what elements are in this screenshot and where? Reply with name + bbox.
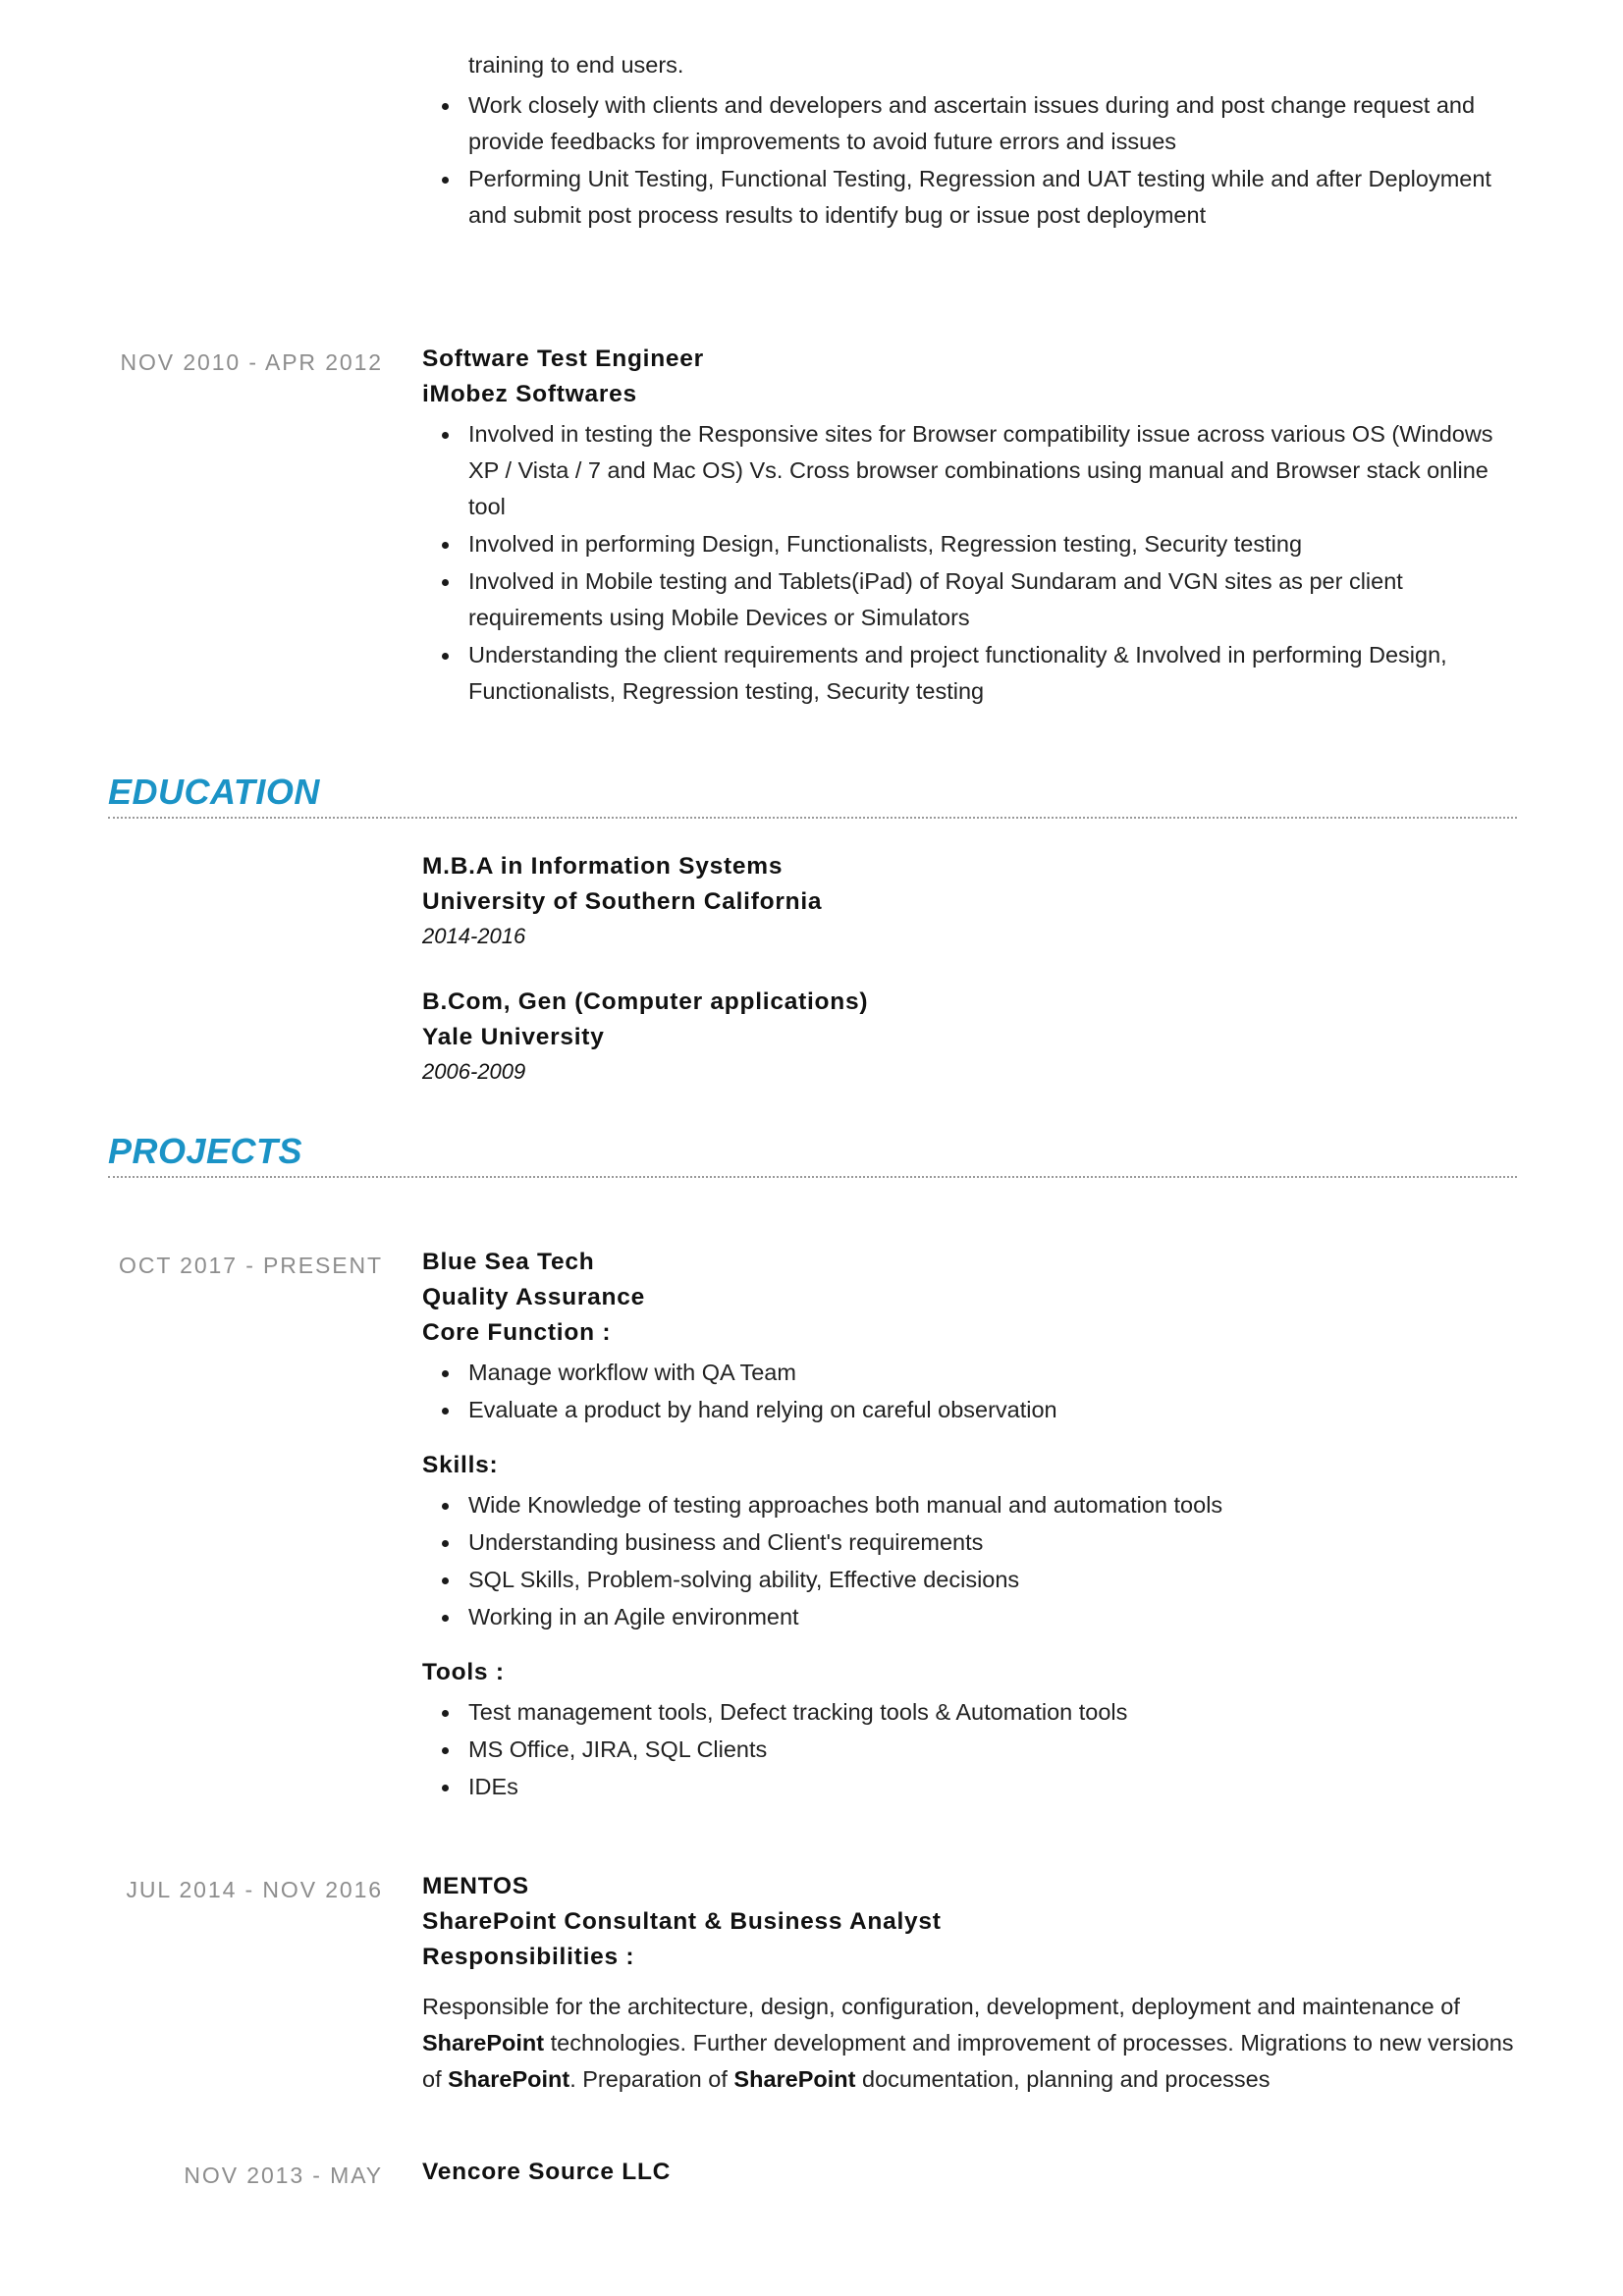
project-responsibilities-label: Responsibilities : [422, 1944, 635, 1970]
project-name: Vencore Source LLC [422, 2159, 672, 2185]
education-degree: M.B.A in Information Systems [422, 853, 784, 880]
project-body [422, 1245, 1517, 1806]
list-item: Wide Knowledge of testing approaches both manual and automation tools [422, 1487, 1517, 1523]
list-item: Manage workflow with QA Team [422, 1355, 1517, 1391]
section-divider [108, 1176, 1517, 1178]
project-core-function-list [422, 1355, 1517, 1428]
project-role: Quality Assurance [422, 1284, 645, 1310]
experience-continued-body [422, 47, 1517, 235]
experience-bullets [422, 416, 1517, 710]
section-title-projects: PROJECTS [108, 1131, 303, 1171]
project-body [422, 1869, 1517, 2098]
list-item: Test management tools, Defect tracking tools & Automation tools [422, 1694, 1517, 1731]
list-item: Involved in Mobile testing and Tablets(iPad) of Royal Sundaram and VGN sites as per client requirements using Mobile Devices or Simulators [422, 563, 1517, 636]
experience-continued-date-blank [108, 47, 422, 50]
education-school: Yale University [422, 1024, 605, 1050]
list-item: IDEs [422, 1769, 1517, 1805]
project-date-range: JUL 2014 - NOV 2016 [126, 1877, 383, 1902]
education-years: 2014-2016 [422, 924, 526, 948]
list-item: Understanding the client requirements and project functionality & Involved in performing Design, Functionalists, Regression testing, Security testing [422, 637, 1517, 710]
list-item: Evaluate a product by hand relying on careful observation [422, 1392, 1517, 1428]
education-years: 2006-2009 [422, 1059, 526, 1084]
list-item: Understanding business and Client's requirements [422, 1524, 1517, 1561]
education-section [108, 772, 1517, 819]
list-item: Involved in testing the Responsive sites for Browser compatibility issue across various OS (Windows XP / Vista / 7 and Mac OS) Vs. Cross browser combinations using manual and Browser stack online tool [422, 416, 1517, 525]
education-body [422, 849, 1517, 1089]
experience-continued-bullets [422, 87, 1517, 234]
list-item: Involved in performing Design, Functionalists, Regression testing, Security testing [422, 526, 1517, 562]
project-role: SharePoint Consultant & Business Analyst [422, 1908, 942, 1935]
project-entry-blue-sea-tech [108, 1245, 1517, 1806]
project-group-label: Skills: [422, 1452, 499, 1478]
experience-date-range: NOV 2010 - APR 2012 [120, 349, 383, 375]
education-entry [422, 985, 1517, 1089]
project-name: MENTOS [422, 1873, 529, 1899]
list-item: Work closely with clients and developers and ascertain issues during and post change request and provide feedbacks for improvements to avoid future errors and issues [422, 87, 1517, 160]
education-degree: B.Com, Gen (Computer applications) [422, 988, 869, 1015]
continuation-line: training to end users. [468, 52, 684, 78]
project-tools-list [422, 1694, 1517, 1805]
project-row [108, 1245, 1517, 1806]
education-entry [422, 849, 1517, 953]
projects-section [108, 1131, 1517, 1178]
project-row [108, 1869, 1517, 2098]
job-title: Software Test Engineer [422, 346, 704, 372]
list-item: Performing Unit Testing, Functional Testing, Regression and UAT testing while and after Deployment and submit post process results to identify bug or issue post deployment [422, 161, 1517, 234]
project-entry-vencore [108, 2155, 1517, 2193]
project-date-range: OCT 2017 - PRESENT [119, 1253, 383, 1278]
list-item: Working in an Agile environment [422, 1599, 1517, 1635]
list-item: MS Office, JIRA, SQL Clients [422, 1732, 1517, 1768]
project-entry-mentos [108, 1869, 1517, 2098]
experience-entry-imobez [108, 342, 1517, 711]
education-row [108, 849, 1517, 1089]
experience-row [108, 342, 1517, 711]
job-company: iMobez Softwares [422, 381, 637, 407]
project-name: Blue Sea Tech [422, 1249, 595, 1275]
section-title-education: EDUCATION [108, 772, 320, 812]
project-group-label: Tools : [422, 1659, 505, 1685]
project-body [422, 2155, 1517, 2190]
experience-body [422, 342, 1517, 711]
project-skills-list [422, 1487, 1517, 1635]
experience-continued-row [108, 47, 1517, 235]
project-row [108, 2155, 1517, 2193]
education-entries [108, 849, 1517, 1089]
project-date-range: NOV 2013 - MAY [184, 2163, 383, 2188]
experience-continued-block [108, 47, 1517, 235]
project-responsibilities-paragraph: Responsible for the architecture, design, configuration, development, deployment and maintenance of SharePoint technologies. Further development and improvement of processes. Migrations to new versions of SharePoint. Preparation of SharePoint documentation, planning and processes [422, 1994, 1514, 2092]
list-item: SQL Skills, Problem-solving ability, Effective decisions [422, 1562, 1517, 1598]
section-divider [108, 817, 1517, 819]
education-date-blank [108, 849, 422, 852]
education-school: University of Southern California [422, 888, 823, 915]
project-group-label: Core Function : [422, 1319, 612, 1346]
